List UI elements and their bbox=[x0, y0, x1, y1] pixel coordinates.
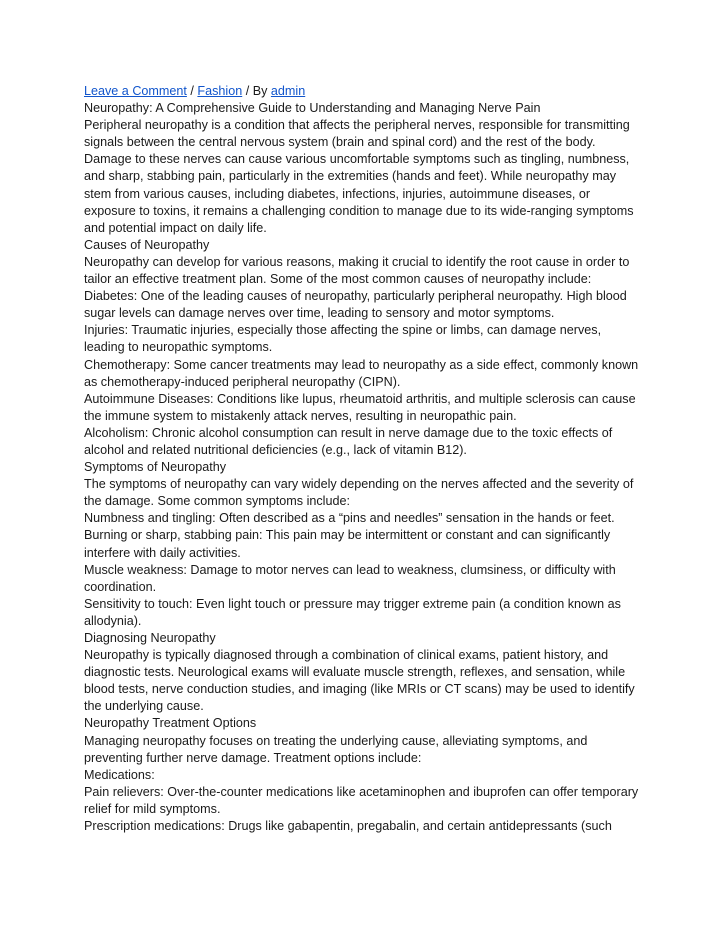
heading-causes: Causes of Neuropathy bbox=[84, 237, 210, 252]
cause-diabetes: Diabetes: One of the leading causes of neuropathy, particularly peripheral neuropathy. High blood sugar levels can damage nerves over time, leading to sensory and motor symptoms. bbox=[84, 289, 627, 321]
symptom-numbness: Numbness and tingling: Often described as a “pins and needles” sensation in the hands or feet. bbox=[84, 511, 615, 526]
heading-diagnosing: Diagnosing Neuropathy bbox=[84, 631, 216, 645]
symptom-muscle-weakness: Muscle weakness: Damage to motor nerves can lead to weakness, clumsiness, or difficulty with coordination. bbox=[84, 562, 616, 594]
medication-pain-relievers: Pain relievers: Over-the-counter medications like acetaminophen and ibuprofen can offer temporary relief for mild symptoms. bbox=[84, 784, 639, 816]
post-meta bbox=[84, 83, 644, 100]
leave-comment-link[interactable]: Leave a Comment bbox=[84, 84, 187, 98]
cause-chemotherapy: Chemotherapy: Some cancer treatments may lead to neuropathy as a side effect, commonly known as chemotherapy-induced peripheral neuropathy (CIPN). bbox=[84, 357, 639, 389]
cause-alcoholism: Alcoholism: Chronic alcohol consumption can result in nerve damage due to the toxic effects of alcohol and related nutritional deficiencies (e.g., lack of vitamin B12). bbox=[84, 425, 613, 457]
cause-injuries: Injuries: Traumatic injuries, especially those affecting the spine or limbs, can damage nerves, leading to neuropathic symptoms. bbox=[84, 323, 602, 355]
author-admin-link[interactable]: admin bbox=[270, 84, 306, 98]
medication-prescription: Prescription medications: Drugs like gabapentin, pregabalin, and certain antidepressants (such bbox=[84, 819, 612, 834]
diagnosing-paragraph: Neuropathy is typically diagnosed through a combination of clinical exams, patient history, and diagnostic tests. Neurological exams will evaluate muscle strength, reflexes, and sensation, while blood tests, nerve conduction studies, and imaging (like MRIs or CT scans) may be used to identify the underlying cause. bbox=[84, 648, 635, 714]
causes-intro: Neuropathy can develop for various reasons, making it crucial to identify the root cause in order to tailor an effective treatment plan. Some of the most common causes of neuropathy include: bbox=[84, 254, 630, 287]
cause-autoimmune: Autoimmune Diseases: Conditions like lupus, rheumatoid arthritis, and multiple sclerosis can cause the immune system to mistakenly attack nerves, resulting in neuropathic pain. bbox=[84, 391, 636, 423]
heading-medications: Medications: bbox=[84, 767, 155, 782]
meta-by-label: / By bbox=[242, 84, 271, 98]
document-page bbox=[84, 83, 644, 835]
meta-separator: / bbox=[186, 84, 198, 98]
category-fashion-link[interactable]: Fashion bbox=[197, 84, 243, 98]
article-title: Neuropathy: A Comprehensive Guide to Understanding and Managing Nerve Pain bbox=[84, 101, 541, 116]
heading-symptoms: Symptoms of Neuropathy bbox=[84, 460, 227, 475]
symptom-sensitivity: Sensitivity to touch: Even light touch or pressure may trigger extreme pain (a condition known as allodynia). bbox=[84, 596, 621, 628]
heading-treatment: Neuropathy Treatment Options bbox=[84, 716, 257, 731]
treatment-intro: Managing neuropathy focuses on treating the underlying cause, alleviating symptoms, and preventing further nerve damage. Treatment options include: bbox=[84, 733, 588, 765]
symptom-burning-pain: Burning or sharp, stabbing pain: This pain may be intermittent or constant and can significantly interfere with daily activities. bbox=[84, 528, 611, 560]
symptoms-intro: The symptoms of neuropathy can vary widely depending on the nerves affected and the severity of the damage. Some common symptoms include: bbox=[84, 477, 634, 509]
intro-paragraph: Peripheral neuropathy is a condition that affects the peripheral nerves, responsible for transmitting signals between the central nervous system (brain and spinal cord) and the rest of the body. Damage to these nerves can cause various uncomfortable symptoms such as tingling, numbness, and sharp, stabbing pain, particularly in the extremities (hands and feet). While neuropathy may stem from various causes, including diabetes, infections, injuries, autoimmune diseases, or exposure to toxins, it remains a challenging condition to manage due to its wide-ranging symptoms and potential impact on daily life. bbox=[84, 118, 634, 235]
